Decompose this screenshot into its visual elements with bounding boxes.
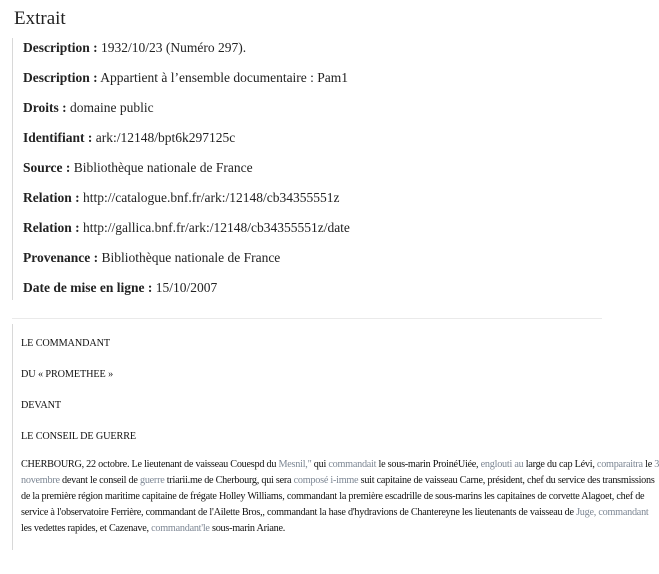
relation-link[interactable]: http://gallica.bnf.fr/ark:/12148/cb34355551z/date [79, 220, 350, 235]
article-line: novembre devant le conseil de guerre triarii.me de Cherbourg, qui sera composé i-imme suit capitaine de vaisseau Carne, président, chef du service des transmissions [21, 475, 655, 486]
metadata-row [23, 190, 339, 206]
metadata-list [12, 38, 603, 300]
linked-word[interactable]: commandant [598, 507, 649, 518]
metadata-label: Identifiant : [23, 130, 93, 145]
metadata-value: 15/10/2007 [152, 280, 218, 295]
article-line: de la première région maritime capitaine de frégate Holley Williams, commandant la première escadrille de sous-marins les capitaines de corvette Alagoet, chef de [21, 491, 645, 502]
metadata-label: Date de mise en ligne : [23, 280, 153, 295]
metadata-value: 1932/10/23 (Numéro 297). [97, 40, 247, 55]
metadata-label: Description : [23, 40, 98, 55]
metadata-label: Source : [23, 160, 71, 175]
relation-link[interactable]: http://catalogue.bnf.fr/ark:/12148/cb34355551z [79, 190, 340, 205]
linked-word[interactable]: commandant'le [151, 523, 210, 534]
metadata-label: Relation : [23, 220, 80, 235]
metadata-label: Droits : [23, 100, 67, 115]
metadata-value[interactable]: ark:/12148/bpt6k297125c [92, 130, 236, 145]
metadata-row [23, 280, 217, 296]
page-heading: Extrait [14, 8, 66, 29]
linked-word[interactable]: guerre [139, 475, 165, 486]
metadata-value: Bibliothèque nationale de France [70, 160, 253, 175]
metadata-value: Appartient à l’ensemble documentaire : Pam1 [97, 70, 349, 85]
linked-word[interactable]: Mesnil," [278, 459, 314, 470]
metadata-value: Bibliothèque nationale de France [98, 250, 281, 265]
article-headline: DU « PROMETHEE » [21, 369, 114, 380]
metadata-label: Provenance : [23, 250, 99, 265]
metadata-row [23, 220, 350, 236]
linked-word[interactable]: comparaitra [596, 459, 643, 470]
article-excerpt [12, 324, 659, 550]
linked-word[interactable]: composé i-imme [293, 475, 359, 486]
article-line: service à l'observatoire Ferrière, commandant de l'Ailette Bros,, commandant la hase d'hydravions de Chantereyne les lieutenants de vaisseau de Juge, commandant [21, 507, 649, 518]
linked-word[interactable]: novembre [21, 475, 60, 486]
article-line: CHERBOURG, 22 octobre. Le lieutenant de vaisseau Couespd du Mesnil," qui commandait le sous-marin ProinéUiée, englouti au large du cap Lévi, comparaitra le 3 [21, 459, 659, 470]
article-headline: LE COMMANDANT [21, 338, 110, 349]
linked-word[interactable]: englouti au [480, 459, 524, 470]
metadata-label: Relation : [23, 190, 80, 205]
article-headline: DEVANT [21, 400, 61, 411]
metadata-row [23, 40, 246, 56]
article-line: les vedettes rapides, et Cazenave, commandant'le sous-marin Ariane. [21, 523, 286, 534]
article-headline: LE CONSEIL DE GUERRE [21, 431, 137, 442]
linked-word[interactable]: 3 [654, 459, 659, 470]
metadata-label: Description : [23, 70, 98, 85]
linked-word[interactable]: Juge, [576, 507, 597, 518]
metadata-row [23, 160, 253, 176]
metadata-row [23, 100, 154, 116]
metadata-row [23, 130, 235, 146]
metadata-row [23, 250, 280, 266]
metadata-row [23, 70, 348, 86]
divider [12, 318, 602, 319]
metadata-value: domaine public [66, 100, 154, 115]
linked-word[interactable]: commandait [328, 459, 377, 470]
